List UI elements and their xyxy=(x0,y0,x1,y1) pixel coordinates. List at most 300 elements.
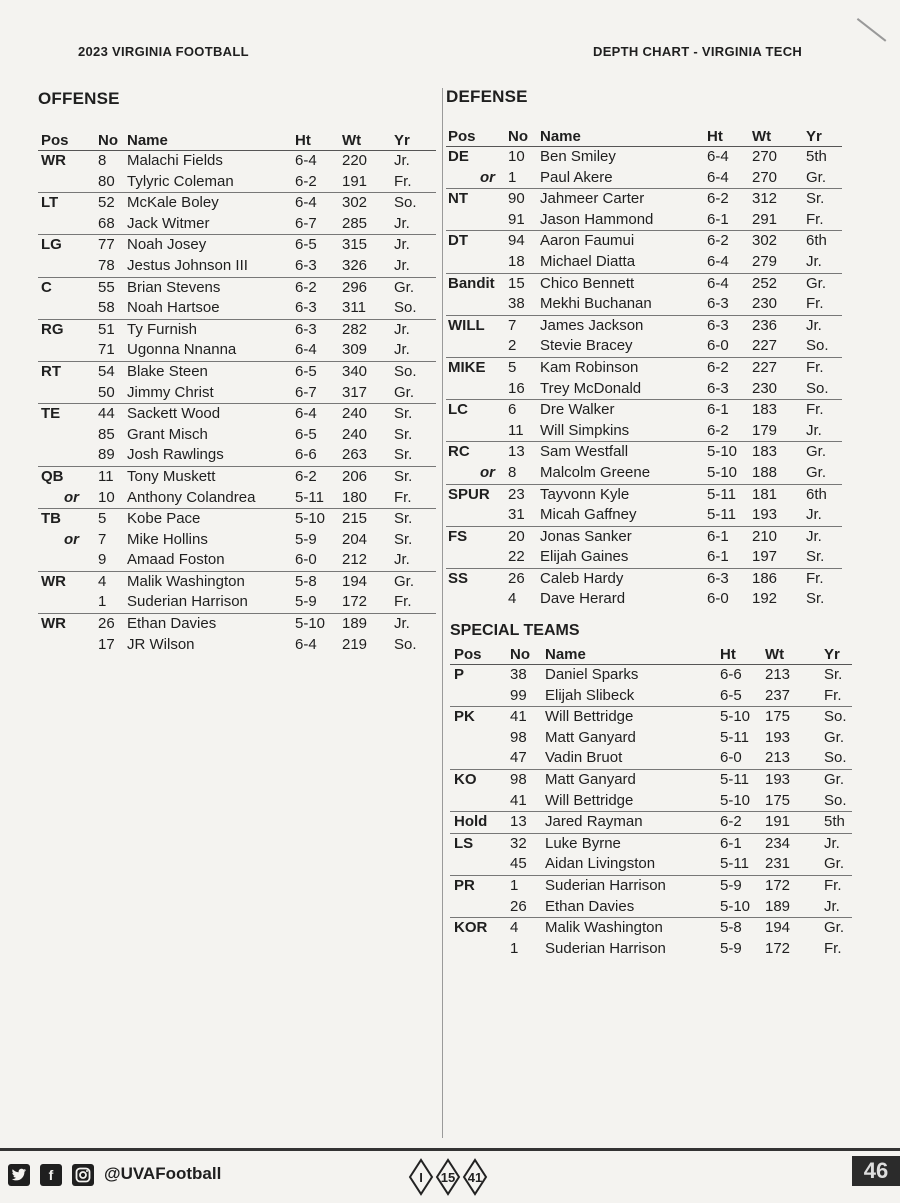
table-row xyxy=(38,592,436,613)
cell-wt: 312 xyxy=(752,190,778,208)
cell-name: Malik Washington xyxy=(545,919,663,937)
cell-name: Matt Ganyard xyxy=(545,770,636,788)
cell-pos: QB xyxy=(41,467,64,485)
table-row xyxy=(450,833,852,855)
table-row xyxy=(38,488,436,509)
cell-no: 13 xyxy=(508,443,525,461)
cell-name: Blake Steen xyxy=(127,362,208,380)
cell-no: 80 xyxy=(98,172,115,190)
page-corner-fold xyxy=(835,18,887,70)
cell-no: 99 xyxy=(510,686,527,704)
cell-ht: 6-4 xyxy=(707,252,729,270)
cell-no: 1 xyxy=(98,593,107,611)
defense-heading: DEFENSE xyxy=(446,87,528,106)
cell-wt: 193 xyxy=(752,506,778,524)
cell-ht: 6-2 xyxy=(295,467,317,485)
cell-no: 85 xyxy=(98,425,115,443)
cell-name: Elijah Slibeck xyxy=(545,686,635,704)
cell-no: 41 xyxy=(510,791,527,809)
cell-wt: 263 xyxy=(342,446,368,464)
column-header-no: No xyxy=(98,132,118,149)
cell-name: McKale Boley xyxy=(127,194,219,212)
cell-yr: Gr. xyxy=(806,168,827,186)
cell-name: Jack Witmer xyxy=(127,214,210,232)
cell-yr: Fr. xyxy=(806,401,824,419)
cell-ht: 6-2 xyxy=(707,232,729,250)
cell-no: 2 xyxy=(508,337,517,355)
table-row xyxy=(446,252,842,273)
page-title-right: DEPTH CHART - VIRGINIA TECH xyxy=(593,44,803,59)
cell-no: 52 xyxy=(98,194,115,212)
cell-yr: So. xyxy=(806,379,829,397)
table-row xyxy=(38,234,436,256)
cell-ht: 6-1 xyxy=(707,548,729,566)
cell-ht: 6-4 xyxy=(707,148,729,165)
cell-name: Matt Ganyard xyxy=(545,728,636,746)
column-header-name: Name xyxy=(540,128,581,145)
special-teams-heading: SPECIAL TEAMS xyxy=(450,622,580,639)
cell-yr: Gr. xyxy=(394,572,415,590)
cell-ht: 6-5 xyxy=(295,425,317,443)
table-row xyxy=(38,192,436,214)
offense-heading: OFFENSE xyxy=(38,89,120,108)
cell-name: Dave Herard xyxy=(540,590,626,608)
cell-yr: 5th xyxy=(806,148,827,165)
cell-ht: 6-7 xyxy=(295,214,317,232)
cell-yr: Gr. xyxy=(824,919,845,937)
table-row xyxy=(446,230,842,252)
table-header xyxy=(450,642,852,665)
cell-ht: 6-0 xyxy=(720,749,742,767)
table-row xyxy=(38,403,436,425)
cell-yr: Gr. xyxy=(806,274,827,292)
table-row xyxy=(446,188,842,210)
cell-pos: RC xyxy=(448,443,470,461)
cell-yr: Jr. xyxy=(394,152,410,169)
twitter-icon[interactable] xyxy=(8,1164,30,1186)
cell-wt: 192 xyxy=(752,590,778,608)
column-header-ht: Ht xyxy=(707,128,723,145)
cell-ht: 5-9 xyxy=(720,876,742,894)
table-row xyxy=(38,340,436,361)
cell-name: Jared Rayman xyxy=(545,813,643,831)
cell-yr: Jr. xyxy=(394,341,410,359)
cell-ht: 6-0 xyxy=(707,337,729,355)
cell-yr: So. xyxy=(394,194,417,212)
cell-name: Sackett Wood xyxy=(127,405,221,423)
cell-no: 44 xyxy=(98,405,115,423)
logo-number: 41 xyxy=(467,1170,483,1185)
cell-ht: 6-2 xyxy=(720,813,742,831)
cell-name: Grant Misch xyxy=(127,425,208,443)
table-row xyxy=(450,706,852,728)
cell-wt: 231 xyxy=(765,855,791,873)
cell-yr: Jr. xyxy=(824,897,840,915)
cell-wt: 302 xyxy=(342,194,368,212)
table-row xyxy=(450,791,852,812)
cell-yr: Jr. xyxy=(806,527,822,545)
column-header-wt: Wt xyxy=(752,128,772,145)
column-header-pos: Pos xyxy=(454,646,482,663)
column-header-ht: Ht xyxy=(720,646,736,663)
cell-no: 89 xyxy=(98,446,115,464)
table-row xyxy=(38,214,436,235)
table-row xyxy=(38,571,436,593)
cell-wt: 175 xyxy=(765,708,791,726)
table-row xyxy=(38,425,436,446)
cell-name: Mekhi Buchanan xyxy=(540,295,652,313)
cell-yr: Sr. xyxy=(806,548,825,566)
cell-wt: 179 xyxy=(752,421,778,439)
cell-wt: 193 xyxy=(765,770,791,788)
cell-ht: 6-5 xyxy=(295,236,317,254)
cell-wt: 315 xyxy=(342,236,368,254)
cell-wt: 291 xyxy=(752,210,778,228)
cell-pos: RT xyxy=(41,362,61,380)
table-row xyxy=(450,728,852,749)
table-row xyxy=(446,399,842,421)
cell-name: Vadin Bruot xyxy=(545,749,623,767)
cell-name: Aaron Faumui xyxy=(540,232,635,250)
logo-number: 15 xyxy=(440,1170,456,1185)
cell-wt: 172 xyxy=(765,876,791,894)
cell-ht: 6-4 xyxy=(707,168,729,186)
cell-name: Ben Smiley xyxy=(540,148,616,165)
cell-yr: Fr. xyxy=(824,686,842,704)
cell-no: 16 xyxy=(508,379,525,397)
cell-yr: Gr. xyxy=(824,728,845,746)
cell-ht: 6-1 xyxy=(707,210,729,228)
cell-name: Noah Hartsoe xyxy=(127,299,220,317)
cell-no: 8 xyxy=(98,152,107,169)
cell-yr: Fr. xyxy=(806,569,824,587)
table-row xyxy=(450,686,852,707)
cell-wt: 220 xyxy=(342,152,368,169)
cell-no: 41 xyxy=(510,708,527,726)
cell-name: Trey McDonald xyxy=(540,379,642,397)
table-row xyxy=(446,147,842,168)
table-row xyxy=(450,939,852,960)
cell-ht: 5-9 xyxy=(295,593,317,611)
cell-wt: 206 xyxy=(342,467,368,485)
table-row xyxy=(38,277,436,299)
facebook-icon[interactable]: f xyxy=(40,1164,62,1186)
uva-football-logo xyxy=(408,1157,492,1197)
cell-wt: 213 xyxy=(765,749,791,767)
cell-name: Ethan Davies xyxy=(127,615,217,633)
cell-ht: 5-10 xyxy=(707,443,738,461)
cell-pos: NT xyxy=(448,190,468,208)
cell-yr: So. xyxy=(394,299,417,317)
cell-name: Mike Hollins xyxy=(127,530,208,548)
cell-yr: Jr. xyxy=(394,320,410,338)
cell-wt: 282 xyxy=(342,320,368,338)
offense-depth-table xyxy=(38,128,436,655)
cell-yr: Jr. xyxy=(806,421,822,439)
cell-name: Anthony Colandrea xyxy=(127,488,256,506)
cell-yr: Fr. xyxy=(394,172,412,190)
cell-wt: 172 xyxy=(342,593,368,611)
cell-or: or xyxy=(64,488,79,506)
cell-yr: 6th xyxy=(806,232,827,250)
cell-ht: 6-3 xyxy=(707,569,729,587)
cell-pos: SPUR xyxy=(448,485,490,503)
table-row xyxy=(446,168,842,189)
cell-ht: 5-11 xyxy=(720,770,749,788)
cell-ht: 6-5 xyxy=(295,362,317,380)
cell-no: 4 xyxy=(510,919,519,937)
logo-number: I xyxy=(419,1170,423,1185)
cell-pos: WR xyxy=(41,152,66,169)
cell-pos: TB xyxy=(41,510,61,528)
cell-no: 7 xyxy=(98,530,107,548)
cell-yr: Jr. xyxy=(806,316,822,334)
cell-ht: 6-0 xyxy=(707,590,729,608)
column-header-wt: Wt xyxy=(342,132,362,149)
cell-yr: Jr. xyxy=(394,551,410,569)
column-header-yr: Yr xyxy=(394,132,410,149)
cell-name: Kobe Pace xyxy=(127,510,201,528)
cell-wt: 180 xyxy=(342,488,368,506)
cell-no: 26 xyxy=(508,569,525,587)
cell-name: Stevie Bracey xyxy=(540,337,633,355)
cell-ht: 6-2 xyxy=(707,358,729,376)
column-header-no: No xyxy=(510,646,530,663)
cell-pos: LS xyxy=(454,834,474,852)
table-row xyxy=(446,463,842,484)
cell-yr: Sr. xyxy=(824,666,843,683)
cell-name: Micah Gaffney xyxy=(540,506,637,524)
cell-wt: 210 xyxy=(752,527,778,545)
cell-no: 71 xyxy=(98,341,115,359)
table-row xyxy=(450,897,852,918)
cell-no: 98 xyxy=(510,728,527,746)
cell-no: 90 xyxy=(508,190,525,208)
cell-no: 5 xyxy=(98,510,107,528)
cell-name: Paul Akere xyxy=(540,168,613,186)
cell-no: 20 xyxy=(508,527,525,545)
cell-name: Tony Muskett xyxy=(127,467,216,485)
cell-wt: 183 xyxy=(752,443,778,461)
cell-yr: Sr. xyxy=(394,530,413,548)
cell-pos: SS xyxy=(448,569,469,587)
cell-name: Noah Josey xyxy=(127,236,207,254)
cell-pos: PR xyxy=(454,876,475,894)
table-row xyxy=(38,466,436,488)
cell-yr: Sr. xyxy=(394,510,413,528)
cell-wt: 189 xyxy=(342,615,368,633)
table-row xyxy=(38,361,436,383)
table-row xyxy=(38,151,436,172)
cell-yr: Gr. xyxy=(824,770,845,788)
cell-ht: 6-1 xyxy=(707,527,729,545)
cell-wt: 252 xyxy=(752,274,778,292)
cell-wt: 234 xyxy=(765,834,791,852)
cell-wt: 197 xyxy=(752,548,778,566)
cell-no: 38 xyxy=(510,666,527,683)
cell-name: Will Simpkins xyxy=(540,421,630,439)
cell-no: 1 xyxy=(508,168,517,186)
cell-yr: 5th xyxy=(824,813,845,831)
cell-pos: TE xyxy=(41,405,61,423)
cell-name: Ugonna Nnanna xyxy=(127,341,237,359)
cell-yr: Sr. xyxy=(394,425,413,443)
cell-ht: 6-5 xyxy=(720,686,742,704)
cell-yr: So. xyxy=(824,791,847,809)
cell-name: Jason Hammond xyxy=(540,210,654,228)
cell-or: or xyxy=(480,168,495,186)
cell-ht: 5-10 xyxy=(295,510,326,528)
cell-ht: 6-4 xyxy=(295,194,317,212)
cell-ht: 5-10 xyxy=(707,463,738,481)
cell-wt: 237 xyxy=(765,686,791,704)
table-row xyxy=(446,505,842,526)
cell-ht: 6-2 xyxy=(707,190,729,208)
table-row xyxy=(446,589,842,610)
cell-yr: Fr. xyxy=(806,295,824,313)
cell-no: 11 xyxy=(508,421,524,439)
cell-name: Kam Robinson xyxy=(540,358,639,376)
cell-no: 45 xyxy=(510,855,527,873)
cell-name: Ethan Davies xyxy=(545,897,635,915)
cell-yr: Jr. xyxy=(806,506,822,524)
cell-wt: 219 xyxy=(342,635,368,653)
cell-wt: 227 xyxy=(752,337,778,355)
cell-name: Malik Washington xyxy=(127,572,245,590)
cell-no: 54 xyxy=(98,362,115,380)
cell-name: Ty Furnish xyxy=(127,320,198,338)
cell-wt: 188 xyxy=(752,463,778,481)
cell-no: 11 xyxy=(98,467,114,485)
cell-no: 4 xyxy=(98,572,107,590)
table-row xyxy=(450,748,852,769)
cell-wt: 183 xyxy=(752,401,778,419)
table-row xyxy=(446,441,842,463)
cell-name: Elijah Gaines xyxy=(540,548,629,566)
cell-no: 32 xyxy=(510,834,527,852)
cell-ht: 5-10 xyxy=(720,708,751,726)
table-header xyxy=(446,124,842,147)
cell-yr: Jr. xyxy=(824,834,840,852)
cell-name: JR Wilson xyxy=(127,635,195,653)
cell-pos: LC xyxy=(448,401,468,419)
table-row xyxy=(446,568,842,590)
cell-no: 78 xyxy=(98,256,115,274)
cell-no: 91 xyxy=(508,210,525,228)
cell-no: 10 xyxy=(98,488,115,506)
cell-ht: 6-6 xyxy=(720,666,742,683)
table-row xyxy=(38,550,436,571)
cell-pos: C xyxy=(41,278,52,296)
cell-name: Will Bettridge xyxy=(545,708,634,726)
table-row xyxy=(38,319,436,341)
cell-wt: 213 xyxy=(765,666,791,683)
cell-no: 9 xyxy=(98,551,107,569)
table-row xyxy=(446,526,842,548)
cell-ht: 6-4 xyxy=(295,152,317,169)
table-row xyxy=(450,811,852,833)
special-teams-depth-table xyxy=(450,642,852,959)
table-row xyxy=(38,635,436,656)
instagram-icon[interactable] xyxy=(72,1164,94,1186)
cell-yr: Sr. xyxy=(806,590,825,608)
cell-ht: 6-2 xyxy=(295,278,317,296)
cell-wt: 191 xyxy=(342,172,368,190)
cell-wt: 172 xyxy=(765,939,791,957)
cell-pos: FS xyxy=(448,527,468,545)
cell-name: Caleb Hardy xyxy=(540,569,624,587)
cell-yr: Jr. xyxy=(394,236,410,254)
cell-wt: 212 xyxy=(342,551,368,569)
cell-name: Daniel Sparks xyxy=(545,666,639,683)
cell-no: 5 xyxy=(508,358,517,376)
table-row xyxy=(450,769,852,791)
cell-name: Josh Rawlings xyxy=(127,446,224,464)
table-row xyxy=(38,172,436,193)
column-header-pos: Pos xyxy=(41,132,69,149)
cell-no: 38 xyxy=(508,295,525,313)
cell-name: Suderian Harrison xyxy=(545,876,666,894)
cell-yr: Fr. xyxy=(806,210,824,228)
cell-pos: WR xyxy=(41,615,66,633)
table-row xyxy=(446,547,842,568)
cell-no: 18 xyxy=(508,252,525,270)
cell-pos: PK xyxy=(454,708,475,726)
cell-name: Sam Westfall xyxy=(540,443,629,461)
cell-no: 26 xyxy=(510,897,527,915)
table-row xyxy=(446,357,842,379)
cell-no: 23 xyxy=(508,485,525,503)
cell-name: Brian Stevens xyxy=(127,278,221,296)
cell-ht: 6-3 xyxy=(707,379,729,397)
cell-yr: Fr. xyxy=(394,593,412,611)
cell-ht: 6-2 xyxy=(295,172,317,190)
cell-wt: 230 xyxy=(752,379,778,397)
cell-yr: Fr. xyxy=(824,939,842,957)
cell-no: 17 xyxy=(98,635,115,653)
cell-no: 31 xyxy=(508,506,525,524)
cell-no: 1 xyxy=(510,876,519,894)
cell-wt: 340 xyxy=(342,362,368,380)
cell-wt: 181 xyxy=(752,485,778,503)
cell-name: Jahmeer Carter xyxy=(540,190,645,208)
cell-pos: WR xyxy=(41,572,66,590)
cell-ht: 5-9 xyxy=(720,939,742,957)
column-header-ht: Ht xyxy=(295,132,311,149)
table-row xyxy=(38,445,436,466)
cell-wt: 317 xyxy=(342,383,368,401)
cell-yr: Fr. xyxy=(394,488,412,506)
column-header-no: No xyxy=(508,128,528,145)
table-row xyxy=(38,298,436,319)
cell-yr: So. xyxy=(806,337,829,355)
cell-wt: 240 xyxy=(342,405,368,423)
column-header-pos: Pos xyxy=(448,128,476,145)
table-header xyxy=(38,128,436,151)
table-row xyxy=(450,854,852,875)
cell-ht: 6-3 xyxy=(295,320,317,338)
column-header-name: Name xyxy=(127,132,168,149)
cell-yr: So. xyxy=(824,708,847,726)
cell-name: Jonas Sanker xyxy=(540,527,632,545)
cell-ht: 6-4 xyxy=(295,635,317,653)
cell-wt: 296 xyxy=(342,278,368,296)
table-row xyxy=(38,508,436,530)
cell-yr: Gr. xyxy=(394,383,415,401)
cell-no: 51 xyxy=(98,320,115,338)
page-title-left: 2023 VIRGINIA FOOTBALL xyxy=(78,44,249,59)
cell-no: 26 xyxy=(98,615,115,633)
